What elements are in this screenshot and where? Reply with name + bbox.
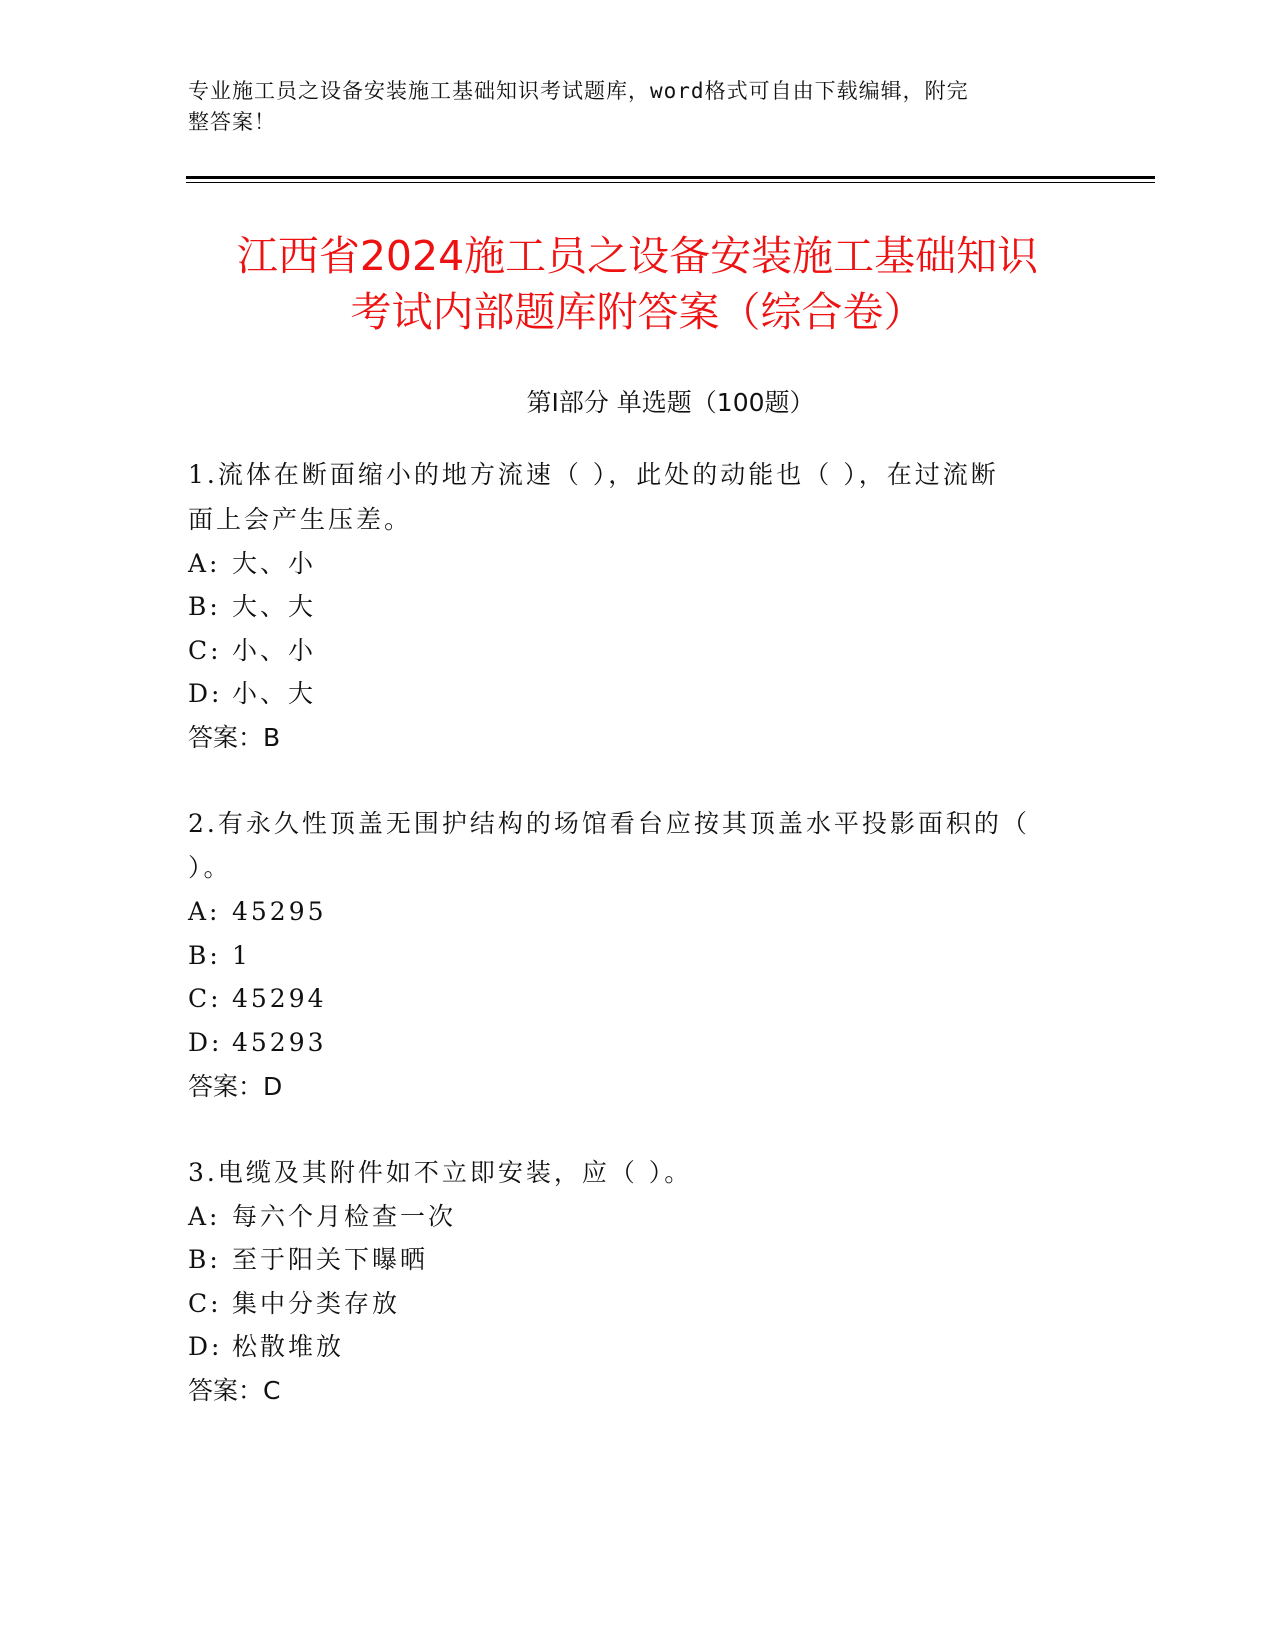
question-2-text-line-1: 2.有永久性顶盖无围护结构的场馆看台应按其顶盖水平投影面积的（ bbox=[188, 809, 1030, 838]
question-2-answer: 答案：D bbox=[188, 1072, 283, 1101]
option-text: 45294 bbox=[232, 984, 327, 1013]
option-text: 45293 bbox=[232, 1028, 327, 1057]
option-text: 1 bbox=[232, 941, 251, 970]
option-label: D: bbox=[188, 1332, 223, 1361]
option-text: 小、小 bbox=[232, 636, 317, 665]
question-3-text-line-1: 3.电缆及其附件如不立即安装，应（ ）。 bbox=[188, 1158, 693, 1187]
option-label: D: bbox=[188, 1028, 223, 1057]
question-3-option-b bbox=[188, 1237, 428, 1283]
header-note-line-1: 专业施工员之设备安装施工基础知识考试题库，word格式可自由下载编辑，附完 bbox=[188, 79, 969, 103]
header-note bbox=[188, 76, 1068, 138]
option-text: 大、大 bbox=[232, 592, 317, 621]
option-label: C: bbox=[188, 636, 222, 665]
question-1-option-d bbox=[188, 671, 316, 717]
option-label: B: bbox=[188, 941, 221, 970]
question-1-text-line-2: 面上会产生压差。 bbox=[188, 505, 413, 534]
header-note-line-2: 整答案！ bbox=[188, 110, 276, 134]
option-label: A: bbox=[188, 1202, 221, 1231]
option-text: 集中分类存放 bbox=[232, 1289, 401, 1318]
question-2-option-b bbox=[188, 933, 251, 979]
section-title: 第Ⅰ部分 单选题（100题） bbox=[526, 388, 815, 417]
question-3-option-a bbox=[188, 1194, 456, 1240]
option-text: 大、小 bbox=[232, 549, 317, 578]
question-3-answer: 答案：C bbox=[188, 1376, 281, 1405]
option-text: 每六个月检查一次 bbox=[232, 1202, 457, 1231]
header-rule-thin bbox=[186, 182, 1155, 183]
question-2-text-line-2: ）。 bbox=[188, 853, 232, 882]
option-text: 松散堆放 bbox=[232, 1332, 345, 1361]
question-2-option-c bbox=[188, 976, 327, 1022]
question-1-option-c bbox=[188, 628, 316, 674]
document-title-line-2: 考试内部题库附答案（综合卷） bbox=[350, 288, 925, 336]
question-1-answer: 答案：B bbox=[188, 723, 281, 752]
option-label: B: bbox=[188, 1245, 221, 1274]
option-text: 小、大 bbox=[232, 679, 317, 708]
option-text: 45295 bbox=[232, 897, 327, 926]
header-rule-thick bbox=[186, 176, 1155, 179]
option-label: C: bbox=[188, 1289, 222, 1318]
option-label: A: bbox=[188, 549, 221, 578]
question-1-option-a bbox=[188, 541, 316, 587]
question-1-text-line-1: 1.流体在断面缩小的地方流速（ ），此处的动能也（ ），在过流断 bbox=[188, 460, 999, 489]
document-title-line-1: 江西省2024施工员之设备安装施工基础知识 bbox=[236, 232, 1039, 280]
question-3-option-d bbox=[188, 1324, 344, 1370]
question-2-option-d bbox=[188, 1020, 327, 1066]
document-title bbox=[120, 228, 1155, 340]
option-label: C: bbox=[188, 984, 222, 1013]
question-3-option-c bbox=[188, 1281, 400, 1327]
question-1-option-b bbox=[188, 584, 316, 630]
option-text: 至于阳关下曝晒 bbox=[232, 1245, 429, 1274]
option-label: A: bbox=[188, 897, 221, 926]
option-label: B: bbox=[188, 592, 221, 621]
option-label: D: bbox=[188, 679, 223, 708]
question-2-option-a bbox=[188, 889, 327, 935]
